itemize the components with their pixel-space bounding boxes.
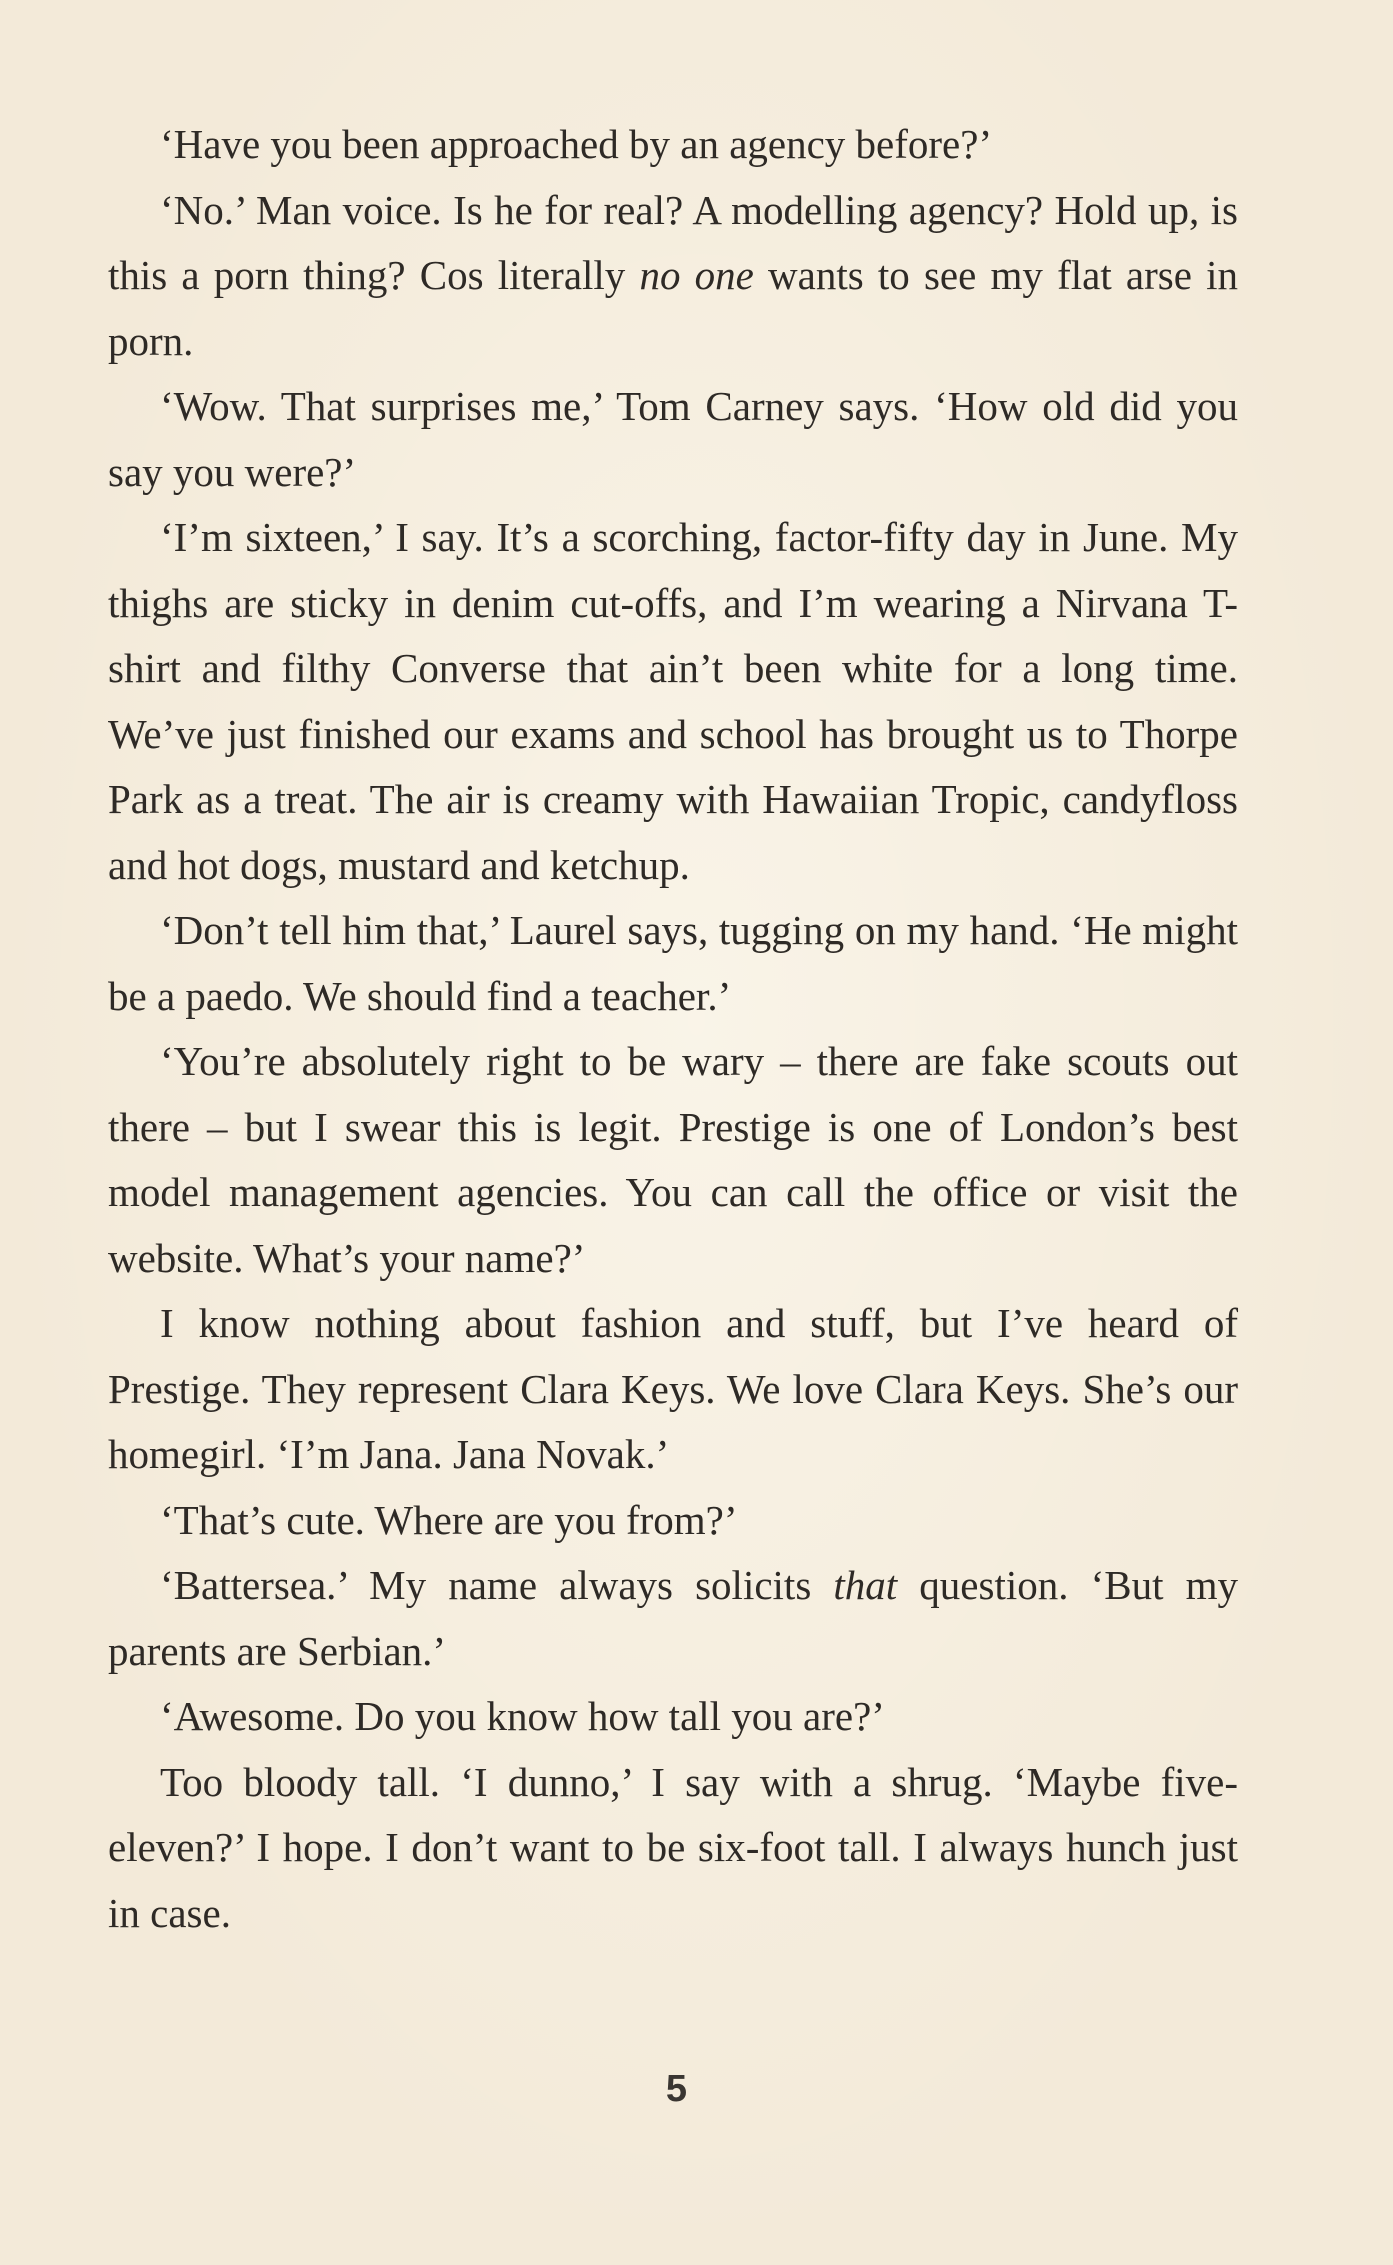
text-run: ‘Have you been approached by an agency before?’ [160,121,993,167]
text-run: ‘That’s cute. Where are you from?’ [160,1496,738,1543]
text-run: question. ‘But my parents are Serbian.’ [108,1562,1239,1674]
text-run: I know nothing about fashion and stuff, but I’ve heard of Prestige. They represent Clara Keys. We love Clara Keys. She’s our homegirl. ‘I’m Jana. Jana Novak.’ [108,1300,1238,1477]
paragraph-9 [108,1553,1238,1684]
paragraph-1 [108,112,1238,178]
italic-run: no one [639,252,754,298]
text-run: ‘I’m sixteen,’ I say. It’s a scorching, factor-fifty day in June. My thighs are sticky in denim cut-offs, and I’m wearing a Nirvana T-shirt and filthy Converse that ain’t been white for a long time. We’ve just finished our exams and school has brought us to Thorpe Park as a treat. The air is creamy with Hawaiian Tropic, candyfloss and hot dogs, mustard and ketchup. [108,514,1238,888]
paragraph-4 [108,505,1238,898]
paragraph-10 [108,1684,1238,1750]
page-number: 5 [665,2068,688,2110]
paragraph-11 [108,1750,1238,1947]
text-run: ‘You’re absolutely right to be wary – there are fake scouts out there – but I swear this is legit. Prestige is one of London’s best model management agencies. You can call the office or visit the website. What’s your name?’ [108,1038,1238,1281]
text-run: ‘Awesome. Do you know how tall you are?’ [160,1693,885,1739]
text-run: ‘No.’ Man voice. Is he for real? A modelling agency? Hold up, is this a porn thing? Cos literally [108,186,1238,298]
paragraph-8 [108,1488,1238,1554]
paragraph-7 [108,1291,1238,1488]
paragraph-5 [108,898,1238,1029]
italic-run: that [833,1562,898,1608]
paragraph-6 [108,1029,1238,1291]
body-text [108,112,1238,1946]
text-run: ‘Don’t tell him that,’ Laurel says, tugging on my hand. ‘He might be a paedo. We should find a teacher.’ [108,907,1238,1019]
paragraph-3 [108,374,1238,505]
text-run: wants to see my flat arse in porn. [108,252,1238,364]
text-run: ‘Wow. That surprises me,’ Tom Carney says. ‘How old did you say you were?’ [108,383,1238,495]
text-run: Too bloody tall. ‘I dunno,’ I say with a shrug. ‘Maybe five-eleven?’ I hope. I don’t want to be six-foot tall. I always hunch just in case. [108,1758,1238,1936]
paragraph-2 [108,178,1238,375]
text-run: ‘Battersea.’ My name always solicits [160,1562,834,1608]
